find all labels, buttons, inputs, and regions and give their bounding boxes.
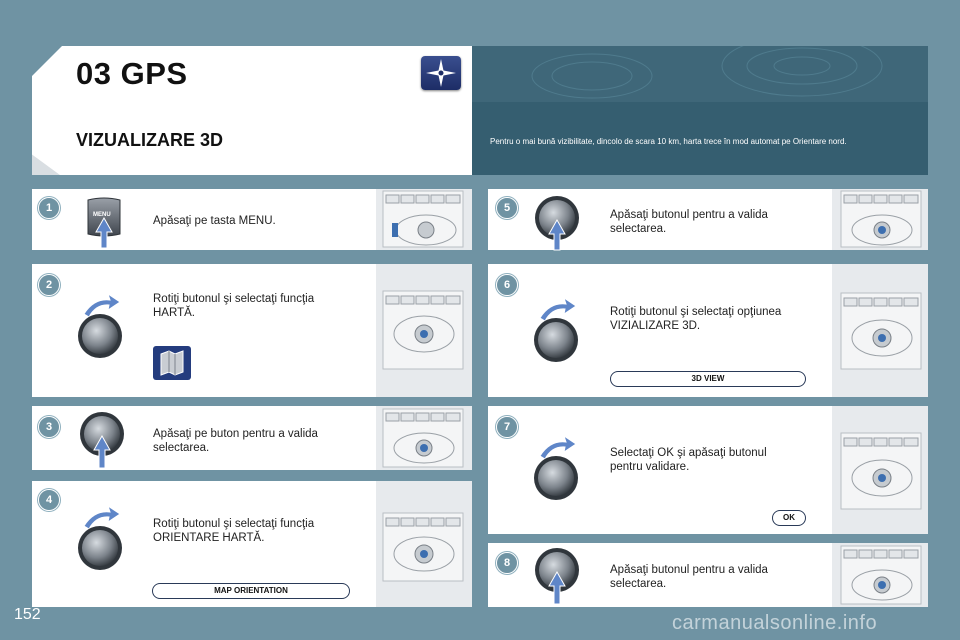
map-icon <box>153 346 191 380</box>
step-text-8: Apăsaţi butonul pentru a valida selectarea. <box>610 564 768 590</box>
step-text-6: Rotiţi butonul şi selectaţi opţiunea VIZIALIZARE 3D. <box>610 306 782 332</box>
watermark: carmanualsonline.info <box>672 612 878 634</box>
step-badge-6: 6 <box>496 274 518 296</box>
page-number: 152 <box>14 606 41 623</box>
step-text-2: Rotiţi butonul şi selectaţi funcţia HARTĂ. <box>153 293 315 319</box>
step-badge-5: 5 <box>496 197 518 219</box>
control-panel-illustration-7 <box>840 432 922 510</box>
step-badge-1: 1 <box>38 197 60 219</box>
step-text-5: Apăsaţi butonul pentru a valida selectarea. <box>610 209 768 235</box>
step-text-3: Apăsaţi pe buton pentru a valida selectarea. <box>153 428 318 454</box>
menu-key-press-icon <box>84 196 124 252</box>
3d-view-button[interactable]: 3D VIEW <box>610 371 806 387</box>
ok-button[interactable]: OK <box>772 510 806 526</box>
step-badge-4: 4 <box>38 489 60 511</box>
rotary-knob-press-icon <box>533 196 583 252</box>
rotary-knob-press-icon <box>533 548 583 606</box>
note-text: Pentru o mai bună vizibilitate, dincolo de scara 10 km, harta trece în mod automat pe Orientare nord. <box>490 137 847 146</box>
step-badge-2: 2 <box>38 274 60 296</box>
step-badge-3: 3 <box>38 416 60 438</box>
gps-crosshair-icon <box>421 56 461 90</box>
control-panel-illustration-6 <box>840 292 922 370</box>
rotary-knob-rotate-icon <box>532 294 582 364</box>
rotary-knob-press-icon <box>78 410 128 470</box>
control-panel-illustration-8 <box>840 545 922 605</box>
rotary-knob-rotate-icon <box>532 432 582 502</box>
header-dark-panel <box>472 46 928 102</box>
step-text-7: Selectaţi OK şi apăsaţi butonul pentru validare. <box>610 447 767 473</box>
menu-key-label: MENU <box>93 212 111 218</box>
step-badge-8: 8 <box>496 552 518 574</box>
map-orientation-button[interactable]: MAP ORIENTATION <box>152 583 350 599</box>
step-text-1: Apăsaţi pe tasta MENU. <box>153 215 276 227</box>
rotary-knob-rotate-icon <box>76 290 126 360</box>
control-panel-illustration-5 <box>840 190 922 248</box>
step-badge-7: 7 <box>496 416 518 438</box>
control-panel-illustration-3 <box>382 408 464 468</box>
control-panel-illustration-4 <box>382 512 464 582</box>
control-panel-illustration-1 <box>382 190 464 248</box>
section-title: VIZUALIZARE 3D <box>76 130 224 150</box>
rotary-knob-rotate-icon <box>76 502 126 572</box>
step-text-4: Rotiţi butonul şi selectaţi funcţia ORIENTARE HARTĂ. <box>153 518 315 544</box>
chapter-title: 03 GPS <box>76 56 188 91</box>
control-panel-illustration-2 <box>382 290 464 370</box>
